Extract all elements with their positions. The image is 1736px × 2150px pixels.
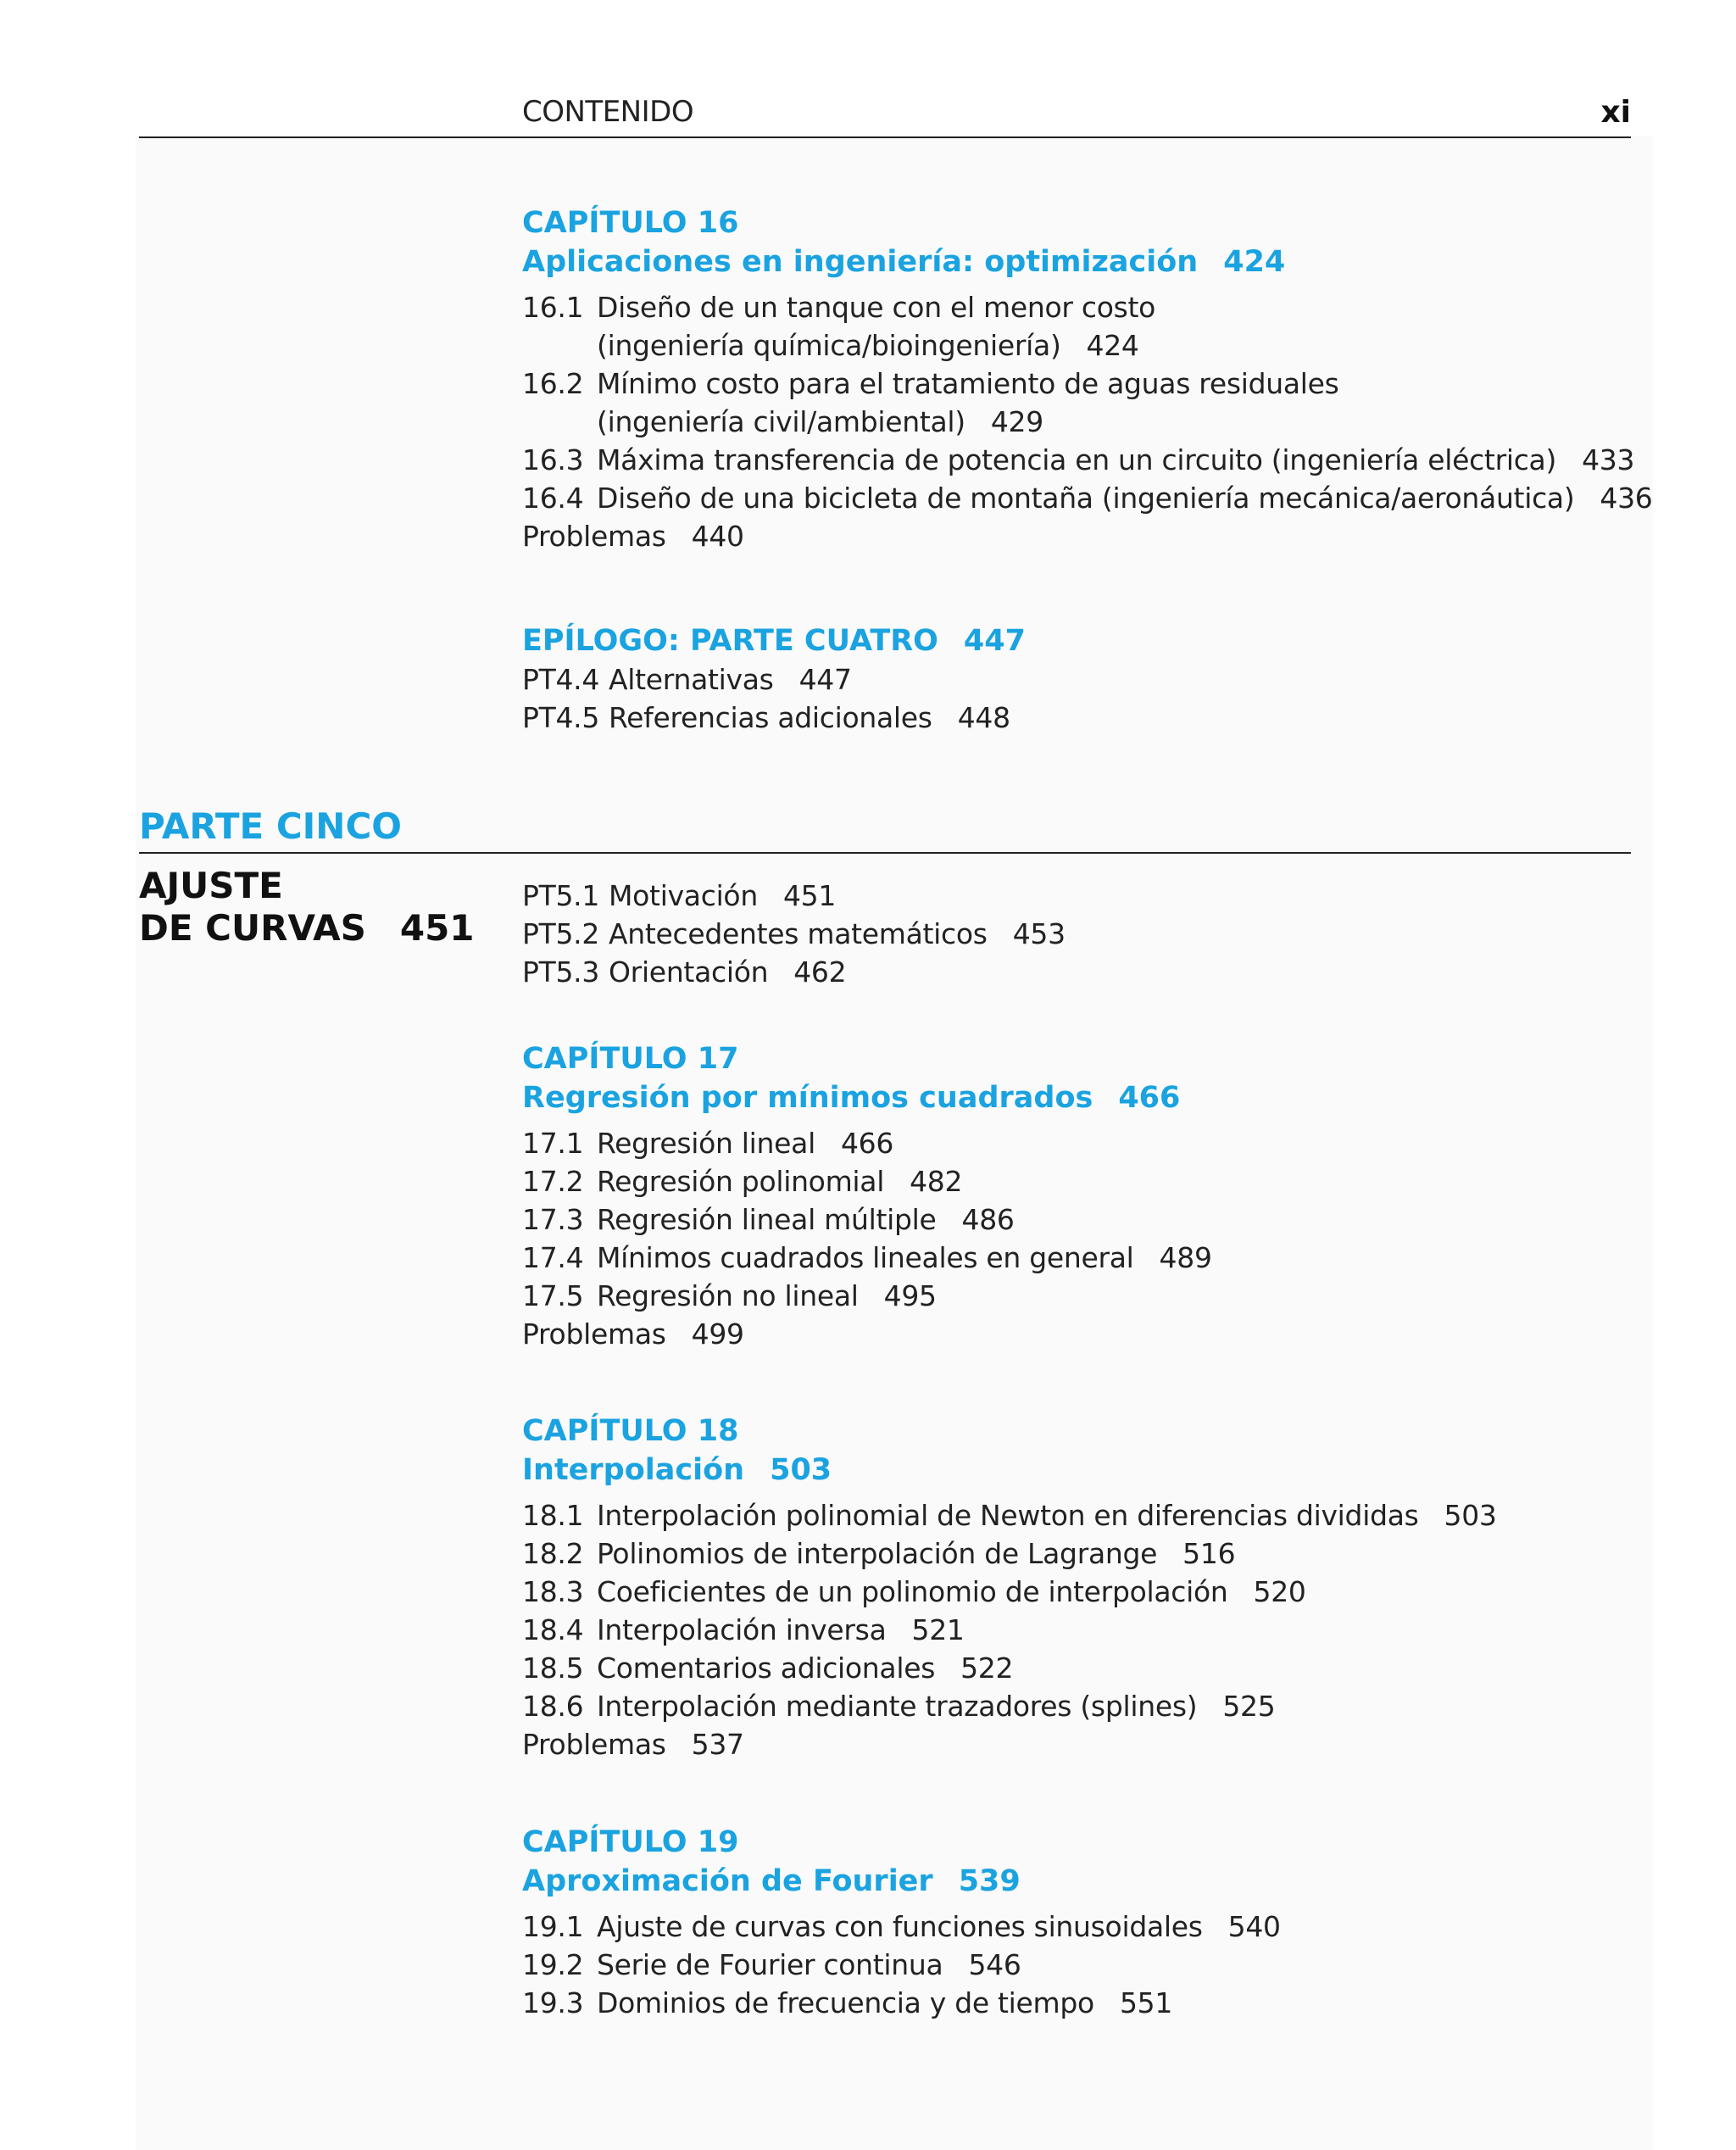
toc-entry [522,288,1650,326]
entry-page: 540 [1227,1910,1281,1943]
entry-text: Serie de Fourier continua [597,1948,943,1981]
entry-text: (ingeniería civil/ambiental) [597,405,965,438]
toc-entry [522,1239,1650,1277]
entry-number: 19.3 [522,1986,584,2019]
entry-number: PT4.5 [522,701,600,734]
part-label: PARTE CINCO [139,805,402,847]
chapter-title [522,1862,1650,1901]
toc-entry [522,479,1653,517]
entry-text: Antecedentes matemáticos [609,917,988,950]
part-title-line: AJUSTE [139,865,283,906]
entry-page: 495 [883,1279,937,1312]
toc-entry [522,660,1650,699]
chapter-17-section [522,1039,1650,1353]
entry-number: PT5.1 [522,879,600,912]
entry-number: PT5.3 [522,955,600,989]
entry-page: 482 [910,1165,963,1198]
entry-number: 18.3 [522,1575,584,1608]
chapter-title [522,1451,1650,1490]
toc-entry [522,1908,1650,1946]
chapter-title [522,1078,1650,1117]
entry-number: PT5.2 [522,917,600,950]
entry-page: 433 [1582,443,1635,476]
entry-page: 462 [793,955,847,989]
epilogue-page: 447 [963,624,1026,658]
entry-page: 522 [960,1651,1014,1685]
chapter-16-section [522,203,1653,555]
chapter-page: 539 [958,1864,1021,1898]
entry-page: 440 [691,520,744,553]
part-5-intro-section [522,877,1650,991]
entry-text: Alternativas [609,663,774,696]
entry-text: Interpolación inversa [597,1613,887,1646]
entry-text: Problemas [522,1317,666,1351]
entry-page: 429 [990,405,1043,438]
entry-number: 16.2 [522,367,584,400]
header-rule [139,136,1631,138]
toc-entry [522,1573,1650,1611]
entry-number: 18.2 [522,1537,584,1570]
entry-text: Motivación [609,879,758,912]
entry-page: 486 [961,1203,1015,1236]
entry-text: Interpolación mediante trazadores (splines) [597,1690,1198,1723]
entry-text: Regresión no lineal [597,1279,859,1312]
entry-page: 466 [840,1127,894,1160]
chapter-title-text: Aproximación de Fourier [522,1864,933,1898]
chapter-18-section [522,1412,1650,1763]
entry-text: (ingeniería química/bioingeniería) [597,329,1061,362]
toc-entry [522,877,1650,915]
toc-entry [522,1496,1650,1535]
entry-page: 453 [1012,917,1066,950]
entry-text: Orientación [609,955,769,989]
toc-entry [522,699,1650,737]
entry-text: Regresión lineal [597,1127,815,1160]
chapter-19-section [522,1823,1650,2022]
entry-text: Polinomios de interpolación de Lagrange [597,1537,1158,1570]
toc-entry-continued [522,326,1650,365]
chapter-label: CAPÍTULO 19 [522,1825,739,1859]
entry-number: PT4.4 [522,663,600,696]
entry-page: 521 [911,1613,965,1646]
entry-number: 17.2 [522,1165,584,1198]
page-number: xi [1600,95,1631,130]
entry-text: Regresión lineal múltiple [597,1203,937,1236]
part-title-text: DE CURVAS [139,907,366,949]
entry-number: 17.3 [522,1203,584,1236]
entry-page: 546 [968,1948,1021,1981]
entry-number: 19.2 [522,1948,584,1981]
entry-text: Diseño de un tanque con el menor costo [597,291,1156,324]
entry-number: 18.4 [522,1613,584,1646]
toc-entry [522,953,1650,991]
entry-number: 18.5 [522,1651,584,1685]
entry-number: 17.5 [522,1279,584,1312]
toc-entry [522,1649,1650,1687]
entry-text: Interpolación polinomial de Newton en diferencias divididas [597,1499,1419,1532]
toc-entry [522,365,1650,403]
chapter-title-text: Interpolación [522,1453,745,1487]
toc-entry-problems [522,1315,1650,1353]
toc-entry [522,1611,1650,1649]
entry-number: 16.4 [522,482,584,515]
toc-entry [522,1946,1650,1984]
running-header: CONTENIDO [522,95,694,129]
chapter-title [522,242,1650,281]
entry-page: 537 [691,1728,744,1761]
chapter-page: 503 [770,1453,832,1487]
entry-page: 451 [782,879,837,912]
entry-number: 17.1 [522,1127,584,1160]
entry-number: 18.6 [522,1690,584,1723]
toc-entry [522,1200,1650,1239]
chapter-page: 466 [1118,1081,1181,1115]
entry-text: Máxima transferencia de potencia en un circuito (ingeniería eléctrica) [597,443,1557,476]
entry-page: 503 [1444,1499,1497,1532]
entry-number: 19.1 [522,1910,584,1943]
chapter-page: 424 [1223,245,1286,279]
part-title [139,865,475,950]
entry-text: Dominios de frecuencia y de tiempo [597,1986,1094,2019]
toc-entry [522,915,1650,953]
toc-entry-problems [522,517,1650,555]
entry-number: 18.1 [522,1499,584,1532]
entry-text: Problemas [522,520,666,553]
epilogue-section [522,621,1650,737]
chapter-label: CAPÍTULO 17 [522,1042,739,1076]
toc-entry [522,1535,1650,1573]
toc-entry-problems [522,1725,1650,1763]
entry-page: 525 [1222,1690,1276,1723]
entry-page: 447 [798,663,852,696]
entry-page: 489 [1159,1241,1212,1274]
entry-number: 16.3 [522,443,584,476]
chapter-title-text: Regresión por mínimos cuadrados [522,1081,1093,1115]
epilogue-title [522,621,1650,660]
entry-page: 448 [957,701,1010,734]
entry-number: 16.1 [522,291,584,324]
toc-entry [522,1984,1650,2022]
epilogue-title-text: EPÍLOGO: PARTE CUATRO [522,624,938,658]
toc-entry [522,1124,1650,1162]
entry-page: 436 [1600,482,1653,515]
entry-text: Diseño de una bicicleta de montaña (ingeniería mecánica/aeronáutica) [597,482,1575,515]
chapter-label: CAPÍTULO 18 [522,1414,739,1448]
entry-text: Coeficientes de un polinomio de interpolación [597,1575,1228,1608]
part-rule [139,852,1631,854]
entry-text: Ajuste de curvas con funciones sinusoidales [597,1910,1203,1943]
toc-entry-continued [522,403,1650,441]
entry-number: 17.4 [522,1241,584,1274]
part-page: 451 [399,907,475,949]
toc-entry [522,1162,1650,1200]
entry-page: 516 [1182,1537,1236,1570]
entry-page: 520 [1253,1575,1306,1608]
toc-entry [522,441,1650,479]
entry-page: 551 [1119,1986,1173,2019]
part-title-line-2 [139,907,475,950]
chapter-title-text: Aplicaciones en ingeniería: optimización [522,245,1199,279]
entry-page: 424 [1086,329,1139,362]
entry-page: 499 [691,1317,744,1351]
entry-text: Problemas [522,1728,666,1761]
chapter-label: CAPÍTULO 16 [522,206,739,240]
entry-text: Mínimo costo para el tratamiento de aguas residuales [597,367,1339,400]
entry-text: Regresión polinomial [597,1165,885,1198]
toc-entry [522,1277,1650,1315]
entry-text: Referencias adicionales [609,701,932,734]
toc-entry [522,1687,1650,1725]
entry-text: Mínimos cuadrados lineales en general [597,1241,1134,1274]
entry-text: Comentarios adicionales [597,1651,936,1685]
